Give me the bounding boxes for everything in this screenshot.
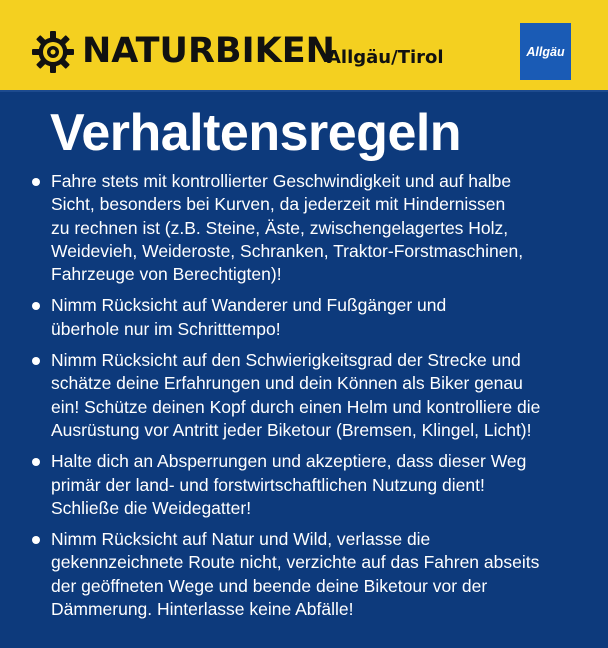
bicycle-chainring-icon bbox=[31, 30, 75, 74]
rule-line: Halte dich an Absperrungen und akzeptiere, dass dieser Weg bbox=[51, 451, 527, 472]
rule-line: Schließe die Weidegatter! bbox=[51, 497, 252, 518]
allgau-logo bbox=[520, 23, 571, 80]
rule-line: überhole nur im Schritttempo! bbox=[51, 318, 281, 339]
rules-list bbox=[30, 170, 580, 629]
rule-item bbox=[30, 294, 580, 341]
rule-line: Fahrzeuge von Berechtigten)! bbox=[51, 264, 282, 285]
rule-line: Nimm Rücksicht auf Natur und Wild, verlasse die bbox=[51, 529, 431, 550]
region-name: Allgäu/Tirol bbox=[327, 47, 444, 68]
rule-line: ein! Schütze deinen Kopf durch einen Helm und kontrolliere die bbox=[51, 396, 541, 417]
sign-title: Verhaltensregeln bbox=[50, 104, 462, 162]
brand-name: NATURBIKEN bbox=[82, 31, 335, 71]
rule-line: Dämmerung. Hinterlasse keine Abfälle! bbox=[51, 599, 354, 620]
allgau-logo-text: Allgäu bbox=[526, 44, 565, 59]
rule-line: Nimm Rücksicht auf den Schwierigkeitsgrad der Strecke und bbox=[51, 350, 521, 371]
rule-line: Nimm Rücksicht auf Wanderer und Fußgänger und bbox=[51, 295, 447, 316]
rule-line: Fahre stets mit kontrollierter Geschwindigkeit und auf halbe bbox=[51, 171, 512, 191]
rule-line: der geöffneten Wege und beende deine Biketour vor der bbox=[51, 575, 488, 596]
rule-line: Ausrüstung vor Antritt jeder Biketour (Bremsen, Klingel, Licht)! bbox=[51, 419, 532, 440]
rule-line: gekennzeichnete Route nicht, verzichte auf das Fahren abseits bbox=[51, 552, 540, 573]
rule-line: zu rechnen ist (z.B. Steine, Äste, zwischengelagertes Holz, bbox=[51, 217, 509, 238]
rule-line: schätze deine Erfahrungen und dein Können als Biker genau bbox=[51, 373, 523, 394]
rule-line: primär der land- und forstwirtschaftlichen Nutzung dient! bbox=[51, 474, 485, 495]
rule-line: Sicht, besonders bei Kurven, da jederzeit mit Hindernissen bbox=[51, 194, 506, 215]
rule-item bbox=[30, 349, 580, 442]
rule-line: Weidevieh, Weideroste, Schranken, Traktor-Forstmaschinen, bbox=[51, 240, 524, 261]
rule-item bbox=[30, 528, 580, 621]
rule-item bbox=[30, 450, 580, 520]
sign-header bbox=[0, 0, 608, 92]
rule-item bbox=[30, 170, 580, 286]
